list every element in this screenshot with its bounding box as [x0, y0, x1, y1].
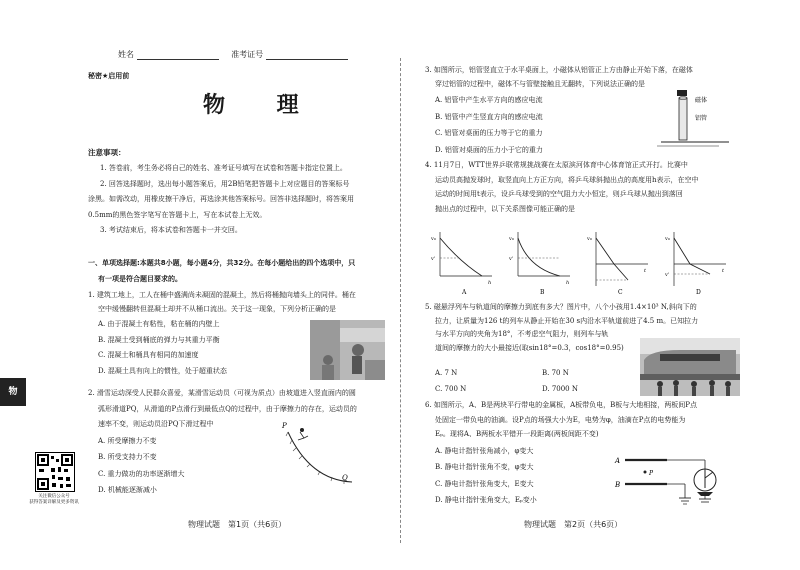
- graph-label: A: [462, 289, 467, 296]
- label-b: B: [615, 481, 621, 489]
- axis-label-v: v': [509, 256, 514, 262]
- notes-heading: 注意事项：: [88, 148, 126, 157]
- q4-graphs: [430, 228, 750, 300]
- graph-a[interactable]: [430, 232, 492, 296]
- q3-option-a[interactable]: A. 铝管中产生水平方向的感应电流: [435, 96, 543, 104]
- axis-label-t: t: [722, 268, 725, 274]
- q4-line: 运动员高抛发球时，取竖直向上方正方向，将乒乓球斜抛出点的高度用h表示，在空中: [435, 175, 699, 184]
- axis-label-h: h: [566, 280, 570, 286]
- page-title: 物 理: [203, 92, 321, 118]
- q1-option-c[interactable]: C. 混凝土和桶具有相同的加速度: [98, 351, 199, 359]
- q2-line: 弧形滑道PQ，从滑道的P点滑行到最低点Q的过程中，由于摩擦力的存在，运动员的: [98, 404, 357, 413]
- construction-photo: [310, 320, 385, 380]
- q3-option-d[interactable]: D. 铝管对桌面的压力小于它的重力: [435, 145, 543, 154]
- oil-drop-icon: [644, 471, 647, 474]
- name-line: [118, 50, 348, 60]
- q1-line: 空中缓慢翻转但混凝土却并不从桶口流出。关于这一现象，下列分析正确的是: [98, 304, 336, 313]
- q6-option-d[interactable]: D. 静电计指针张角变大，Eₚ变小: [435, 496, 537, 504]
- axis-label-v: v': [665, 272, 670, 278]
- q2-line: 2. 滑雪运动深受人民群众喜爱，某滑雪运动员（可视为质点）由坡道进入竖直面内的圆: [88, 389, 356, 397]
- label-q: Q: [342, 474, 348, 482]
- magnet-icon: [677, 90, 687, 96]
- q5-option-d[interactable]: D. 7000 N: [542, 385, 578, 393]
- q6-line: 6. 如图所示，A、B是两块平行带电的金属板，A板带负电，B板与大地相接，两板间P点: [425, 401, 698, 409]
- axis-label-t: t: [644, 268, 647, 274]
- section1-line: 有一项是符合题目要求的。: [98, 275, 182, 283]
- name-blank[interactable]: [137, 50, 219, 60]
- q3-line: 3. 如图所示，铝管竖直立于水平桌面上，小磁体从铝管正上方由静止开始下落，在磁体: [425, 66, 693, 74]
- q6-option-b[interactable]: B. 静电计指针张角不变，φ变大: [435, 463, 534, 471]
- section1-line: 一、单项选择题:本题共8小题，每小题4分，共32分。在每小题给出的四个选项中，只: [88, 259, 356, 267]
- graph-label: C: [618, 289, 623, 296]
- skier-icon: [300, 428, 304, 432]
- tube-label: 铝管: [695, 115, 708, 122]
- q6-option-c[interactable]: C. 静电计指针张角变大，E变大: [435, 479, 534, 488]
- q2-option-a[interactable]: A. 所受摩擦力不变: [98, 436, 157, 445]
- q2-option-b[interactable]: B. 所受支持力不变: [98, 453, 157, 461]
- q1-option-b[interactable]: B. 混凝土受到桶底的弹力与其重力平衡: [98, 335, 220, 344]
- axis-label-v0: v₀: [665, 236, 670, 242]
- q4-line: 抛出点的过程中，以下关系图像可能正确的是: [435, 204, 575, 213]
- note-item: 0.5mm的黑色签字笔写在答题卡上，写在本试卷上无效。: [88, 210, 267, 219]
- note-item: 3. 考试结束后，将本试卷和答题卡一并交回。: [100, 226, 242, 234]
- note-item: 涂黑。如需改动，用橡皮擦干净后，再选涂其他答案标号。回答非选择题时，将答案用: [88, 195, 354, 203]
- axis-label-v0: v₀: [509, 236, 514, 242]
- graph-label: B: [540, 289, 545, 296]
- q5-line: 拉力，让质量为126 t的列车从静止开始在30 s内沿水平轨道前进了4.5 m。已知拉力: [435, 316, 699, 325]
- q2-option-d[interactable]: D. 机械能逐渐减小: [98, 486, 157, 494]
- aluminum-tube-diagram: [655, 88, 735, 150]
- exam-no-blank[interactable]: [266, 50, 348, 60]
- q6-line: 处固定一带负电的油滴。设P点的场强大小为E，电势为φ，油滴在P点的电势能为: [435, 415, 686, 424]
- axis-label-v0: v₀: [431, 236, 436, 242]
- maglev-train-photo: [640, 338, 740, 396]
- qr-code: [35, 452, 75, 492]
- graph-b[interactable]: [508, 232, 570, 296]
- q2-line: 速率不变，则运动员沿PQ下滑过程中: [98, 420, 214, 428]
- q5-option-a[interactable]: A. 7 N: [435, 369, 458, 377]
- label-p: P: [282, 422, 287, 430]
- page-2: [400, 0, 800, 570]
- axis-label-v: v': [431, 256, 436, 262]
- qr-caption: 关注微信公众号 获得答案详解及更多资讯: [29, 494, 79, 505]
- ski-slope-diagram: [280, 418, 360, 488]
- capacitor-electrometer-diagram: [605, 448, 745, 508]
- label-a: A: [615, 457, 621, 465]
- axis-label-h: h: [488, 280, 492, 286]
- q3-option-c[interactable]: C. 铝管对桌面的压力等于它的重力: [435, 129, 543, 137]
- q5-line: 道间的摩擦力的大小最接近(取sin18°=0.3，cos18°=0.95): [435, 343, 624, 352]
- q5-line: 5. 磁悬浮列车与轨道间的摩擦力到底有多大？图片中，八个小孩用1.4×10³ N,斜向下的: [425, 303, 697, 311]
- axis-label-v0: v₀: [587, 236, 592, 242]
- secret-label: 秘密★启用前: [88, 72, 130, 80]
- q1-line: 1. 建筑工地上，工人在桶中盛满尚未凝固的混凝土，然后将桶抛向墙头上的同伴。桶在: [88, 291, 356, 299]
- q3-line: 穿过铝管的过程中，磁体不与管壁接触且无翻转，下列说法正确的是: [435, 79, 645, 88]
- note-item: 2. 回答选择题时，选出每小题答案后，用2B铅笔把答题卡上对应题目的答案标号: [100, 179, 350, 188]
- graph-d[interactable]: [664, 232, 726, 296]
- q5-line: 与水平方向的夹角为18°，不考虑空气阻力，则列车与轨: [435, 330, 609, 338]
- magnet-label: 磁体: [695, 97, 708, 104]
- q4-line: 4. 11月7日，WTT世界乒联常规挑战赛在太原滨河体育中心体育馆正式开打。比赛中: [425, 161, 688, 169]
- q4-line: 运动的时间用t表示，设乒乓球受到的空气阻力大小恒定，则乒乓球从抛出到落回: [435, 190, 683, 198]
- label-p: P: [649, 470, 654, 477]
- q6-line: Eₚ。现将A、B两板水平错开一段距离(两板间距不变): [435, 430, 599, 438]
- q5-option-c[interactable]: C. 700 N: [435, 385, 467, 393]
- q3-option-b[interactable]: B. 铝管中产生竖直方向的感应电流: [435, 112, 543, 121]
- graph-c[interactable]: [586, 232, 648, 296]
- section1-heading: [88, 258, 355, 284]
- notes-list: [88, 163, 388, 236]
- q1-option-a[interactable]: A. 由于混凝土有粘性，粘在桶的内壁上: [98, 320, 220, 328]
- q2-option-c[interactable]: C. 重力做功的功率逐渐增大: [98, 469, 185, 478]
- q6-option-a[interactable]: A. 静电计指针张角减小，φ变大: [435, 446, 534, 455]
- footer-page-1: 物理试题 第1页（共6页）: [188, 520, 287, 529]
- footer-page-2: 物理试题 第2页（共6页）: [524, 520, 623, 529]
- q1-option-d[interactable]: D. 混凝土具有向上的惯性，处于超重状态: [98, 366, 227, 375]
- graph-label: D: [696, 289, 701, 296]
- name-label: 姓名: [118, 50, 134, 59]
- note-item: 1. 答卷前，考生务必将自己的姓名、准考证号填写在试卷和答题卡指定位置上。: [100, 164, 347, 172]
- question-4: [425, 160, 725, 214]
- subject-tab: 物: [0, 378, 26, 406]
- exam-no-label: 准考证号: [231, 50, 264, 59]
- q5-option-b[interactable]: B. 70 N: [542, 369, 569, 377]
